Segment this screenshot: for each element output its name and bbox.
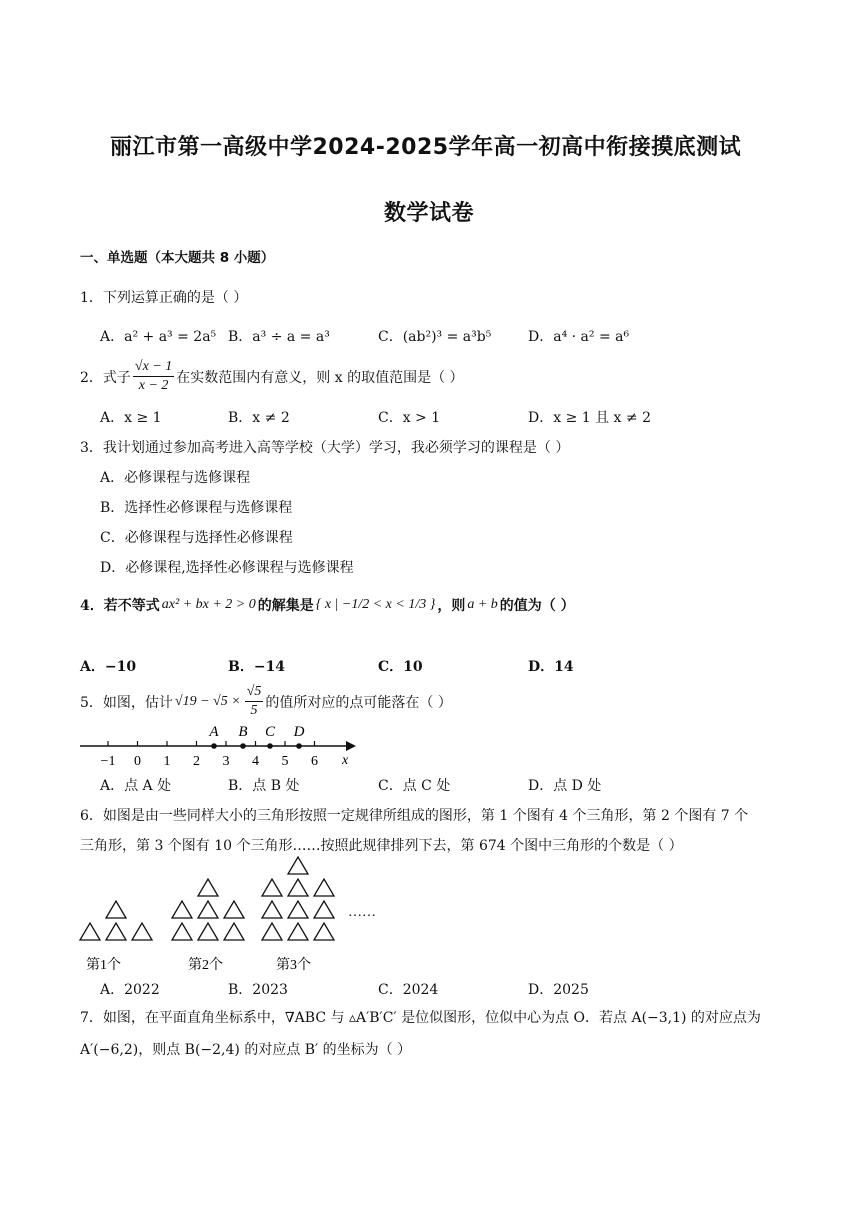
- question-6-option-a: A．2022: [100, 982, 160, 998]
- triangle: [262, 901, 282, 918]
- question-3-option-c: C．必修课程与选择性必修课程: [100, 530, 293, 546]
- point-c: [267, 743, 273, 749]
- triangle: [106, 923, 126, 940]
- question-4-option-b: B．−14: [228, 659, 286, 675]
- fraction-numerator: √5: [245, 683, 264, 702]
- question-3-option-b: B．选择性必修课程与选修课程: [100, 500, 293, 516]
- question-5-expression: √19 − √5 ×: [174, 693, 241, 709]
- question-5-stem-post: 的值所对应的点可能落在（ ）: [265, 694, 452, 711]
- question-7-stem-line2: A′(−6,2)，则点 B(−2,4) 的对应点 B′ 的坐标为（ ）: [80, 1042, 412, 1058]
- section-heading: 一、单选题（本大题共 8 小题）: [80, 250, 275, 266]
- question-2-option-d: D．x ≥ 1 且 x ≠ 2: [528, 410, 651, 426]
- question-1-option-c: C．(ab²)³ = a³b⁵: [378, 329, 492, 345]
- exam-title: 丽江市第一高级中学2024-2025学年高一初高中衔接摸底测试: [110, 135, 742, 160]
- fraction-numerator: √x − 1: [133, 358, 174, 377]
- point-label-c: C: [264, 724, 276, 740]
- question-2-option-a: A．x ≥ 1: [100, 410, 162, 426]
- question-1-option-b: B．a³ ÷ a = a³: [228, 329, 330, 345]
- question-2-stem: [80, 358, 464, 395]
- question-5-option-c: C．点 C 处: [378, 778, 451, 794]
- tick-label: 1: [163, 754, 171, 769]
- question-5-option-a: A．点 A 处: [100, 778, 172, 794]
- question-2-option-c: C．x > 1: [378, 410, 441, 426]
- triangle: [288, 901, 308, 918]
- question-4-stem-pre: 4．若不等式: [80, 598, 160, 614]
- point-label-a: A: [209, 724, 219, 740]
- figure-ellipsis: ……: [348, 905, 376, 920]
- tick-label: 2: [193, 754, 200, 769]
- question-4-solution-set: { x | −1/2 < x < 1/3 }: [315, 597, 436, 612]
- triangle: [288, 857, 308, 874]
- question-6-stem-line2: 三角形，第 3 个图有 10 个三角形……按照此规律排列下去，第 674 个图中三角形的个数是（ ）: [80, 838, 683, 854]
- question-2-stem-pre: 2．式子: [80, 369, 131, 386]
- question-5-option-b: B．点 B 处: [228, 778, 300, 794]
- question-4-option-d: D．14: [528, 659, 574, 675]
- fraction-denominator: x − 2: [138, 378, 169, 393]
- tick-label: 0: [134, 754, 141, 769]
- question-5-fraction: [245, 683, 264, 720]
- triangle: [172, 901, 192, 918]
- number-line-figure: [78, 720, 368, 772]
- point-d: [296, 743, 302, 749]
- triangle: [106, 901, 126, 918]
- question-4-option-a: A．−10: [80, 659, 137, 675]
- point-a: [211, 743, 217, 749]
- triangle: [172, 923, 192, 940]
- question-3-stem: 3．我计划通过参加高考进入高等学校（大学）学习，我必须学习的课程是（ ）: [80, 440, 570, 456]
- tick-label: 3: [222, 754, 230, 769]
- triangle: [198, 879, 218, 896]
- triangle: [224, 923, 244, 940]
- triangle: [132, 923, 152, 940]
- triangle: [288, 923, 308, 940]
- question-4-option-c: C．10: [378, 659, 423, 675]
- question-4-inequality: ax² + bx + 2 > 0: [161, 597, 256, 612]
- triangle: [314, 923, 334, 940]
- question-1-option-d: D．a⁴ · a² = a⁶: [528, 329, 630, 345]
- triangle: [198, 923, 218, 940]
- figure-label-2: 第2个: [188, 958, 223, 973]
- triangle: [262, 879, 282, 896]
- figure-label-1: 第1个: [86, 958, 121, 973]
- triangle: [314, 879, 334, 896]
- point-b: [240, 743, 246, 749]
- point-label-b: B: [238, 724, 248, 740]
- number-line-arrow: [346, 741, 356, 751]
- question-5-stem-pre: 5．如图，估计: [80, 694, 173, 711]
- triangle: [288, 879, 308, 896]
- triangle: [198, 901, 218, 918]
- question-2-stem-post: 在实数范围内有意义，则 x 的取值范围是（ ）: [176, 369, 464, 386]
- question-6-option-b: B．2023: [228, 982, 288, 998]
- exam-subtitle: 数学试卷: [384, 201, 475, 226]
- question-4-stem-end: 的值为（ ）: [499, 598, 575, 614]
- question-6-stem-line1: 6．如图是由一些同样大小的三角形按照一定规律所组成的图形，第 1 个图有 4 个三角形，第 2 个图有 7 个: [80, 808, 749, 824]
- question-4-sum: a + b: [467, 597, 498, 612]
- question-5-option-d: D．点 D 处: [528, 778, 602, 794]
- axis-variable-label: x: [342, 753, 349, 768]
- question-4-stem-post: ，则: [437, 598, 466, 614]
- point-label-d: D: [293, 724, 305, 740]
- question-3-option-d: D．必修课程,选择性必修课程与选修课程: [100, 560, 354, 576]
- triangle: [224, 901, 244, 918]
- question-4-stem-mid: 的解集是: [257, 598, 314, 614]
- tick-label: 4: [252, 754, 259, 769]
- question-5-stem: [80, 683, 452, 720]
- figure-label-3: 第3个: [276, 958, 311, 973]
- triangle: [314, 901, 334, 918]
- fraction-denominator: 5: [250, 703, 258, 718]
- question-2-fraction: [133, 358, 174, 395]
- question-7-stem-line1: 7．如图，在平面直角坐标系中，∇ABC 与 ▵A′B′C′ 是位似图形，位似中心为点 O．若点 A(−3,1) 的对应点为: [80, 1010, 761, 1026]
- question-3-option-a: A．必修课程与选修课程: [100, 470, 251, 486]
- tick-label: 6: [311, 754, 318, 769]
- question-6-option-c: C．2024: [378, 982, 439, 998]
- question-2-option-b: B．x ≠ 2: [228, 410, 290, 426]
- tick-label: −1: [100, 754, 116, 769]
- triangle-pattern-figure: [76, 856, 396, 976]
- triangle: [262, 923, 282, 940]
- question-1-option-a: A．a² + a³ = 2a⁵: [100, 329, 217, 345]
- question-1-stem: 1．下列运算正确的是（ ）: [80, 290, 248, 306]
- tick-label: 5: [281, 754, 289, 769]
- question-6-option-d: D．2025: [528, 982, 589, 998]
- question-4-stem: [80, 595, 575, 615]
- triangle: [80, 923, 100, 940]
